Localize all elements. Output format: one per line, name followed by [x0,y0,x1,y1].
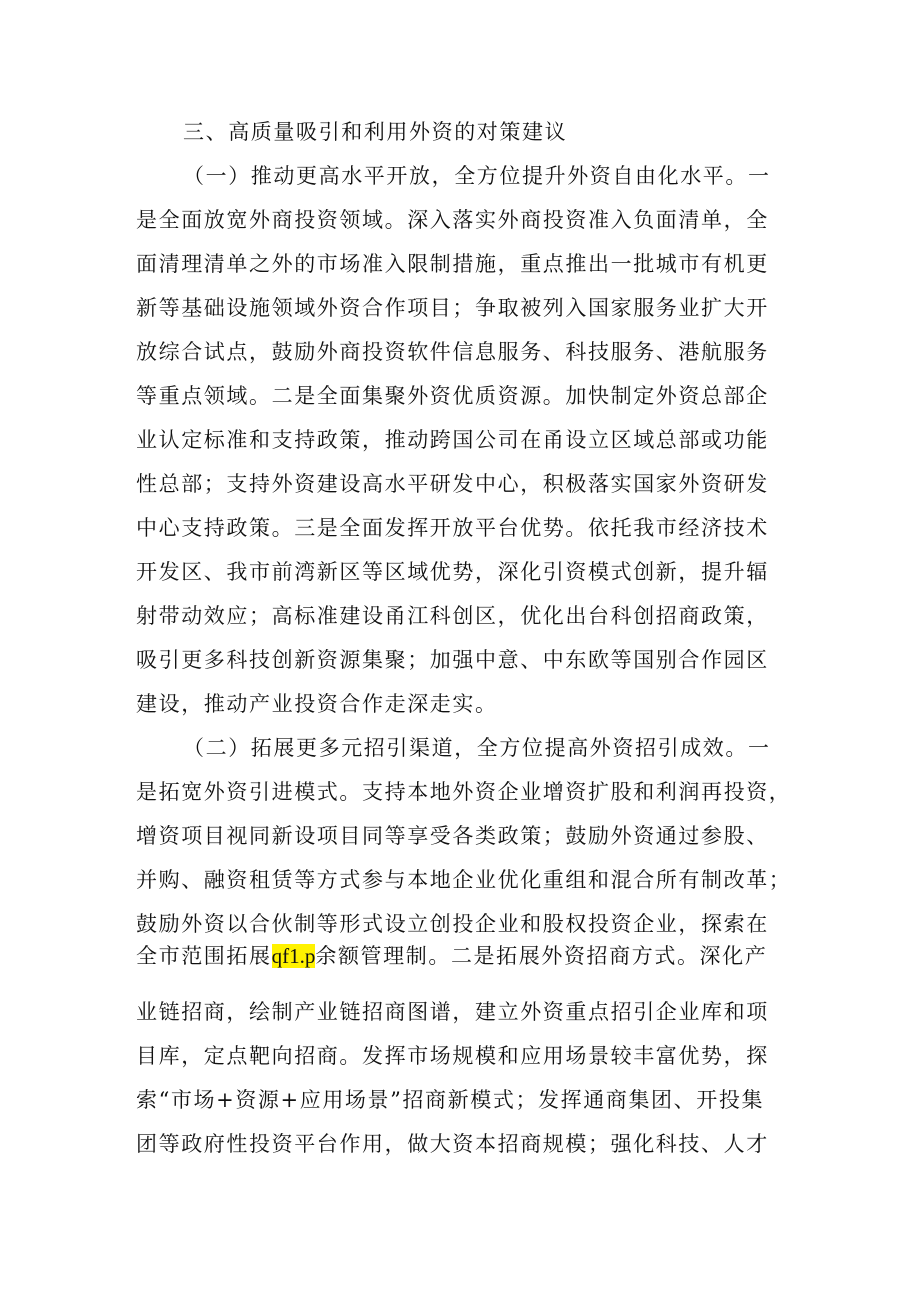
paragraph-2-line-4: 并购、融资租赁等方式参与本地企业优化重组和混合所有制改革； [136,868,792,892]
paragraph-2-line-8: 目库，定点靶向招商。发挥市场规模和应用场景较丰富优势，探 [136,1044,769,1068]
paragraph-2-line-1: （二）拓展更多元招引渠道，全方位提高外资招引成效。一 [183,736,771,760]
paragraph-2-line-2: 是拓宽外资引进模式。支持本地外资企业增资扩股和利润再投资， [136,780,792,804]
section-heading: 三、高质量吸引和利用外资的对策建议 [183,120,568,144]
paragraph-2-line-6 [136,934,796,978]
paragraph-1-line-12: 吸引更多科技创新资源集聚；加强中意、中东欧等国别合作园区 [136,648,769,672]
paragraph-2-line-9: 索“市场+资源+应用场景”招商新模式；发挥通商集团、开投集 [136,1088,765,1112]
paragraph-1-line-13: 建设，推动产业投资合作走深走实。 [136,692,498,716]
paragraph-1-line-9: 中心支持政策。三是全面发挥开放平台优势。依托我市经济技术 [136,516,769,540]
paragraph-1-line-11: 射带动效应；高标准建设甬江科创区，优化出台科创招商政策， [136,604,769,628]
paragraph-1-line-5: 放综合试点，鼓励外商投资软件信息服务、科技服务、港航服务 [136,340,769,364]
paragraph-2-line-3: 增资项目视同新设项目同等享受各类政策；鼓励外资通过参股、 [136,824,769,848]
line-text-after-highlight: 余额管理制。二是拓展外资招商方式。深化产 [315,944,768,968]
paragraph-1-line-2: 是全面放宽外商投资领域。深入落实外商投资准入负面清单，全 [136,208,769,232]
highlighted-text: qf1.p [271,944,316,968]
paragraph-2-line-7: 业链招商，绘制产业链招商图谱，建立外资重点招引企业库和项 [136,1000,769,1024]
line-text-before-highlight: 全市范围拓展 [136,944,272,968]
paragraph-1-line-6: 等重点领域。二是全面集聚外资优质资源。加快制定外资总部企 [136,384,769,408]
paragraph-1-line-7: 业认定标准和支持政策，推动跨国公司在甬设立区域总部或功能 [136,428,769,452]
paragraph-1-line-4: 新等基础设施领域外资合作项目；争取被列入国家服务业扩大开 [136,296,769,320]
paragraph-1-line-3: 面清理清单之外的市场准入限制措施，重点推出一批城市有机更 [136,252,769,276]
paragraph-1-line-1: （一）推动更高水平开放，全方位提升外资自由化水平。一 [183,164,771,188]
paragraph-2-line-10: 团等政府性投资平台作用，做大资本招商规模；强化科技、人才 [136,1132,769,1156]
paragraph-2-line-5: 鼓励外资以合伙制等形式设立创投企业和股权投资企业，探索在 [136,912,769,936]
paragraph-1-line-10: 开发区、我市前湾新区等区域优势，深化引资模式创新，提升辐 [136,560,769,584]
paragraph-1-line-8: 性总部；支持外资建设高水平研发中心，积极落实国家外资研发 [136,472,769,496]
